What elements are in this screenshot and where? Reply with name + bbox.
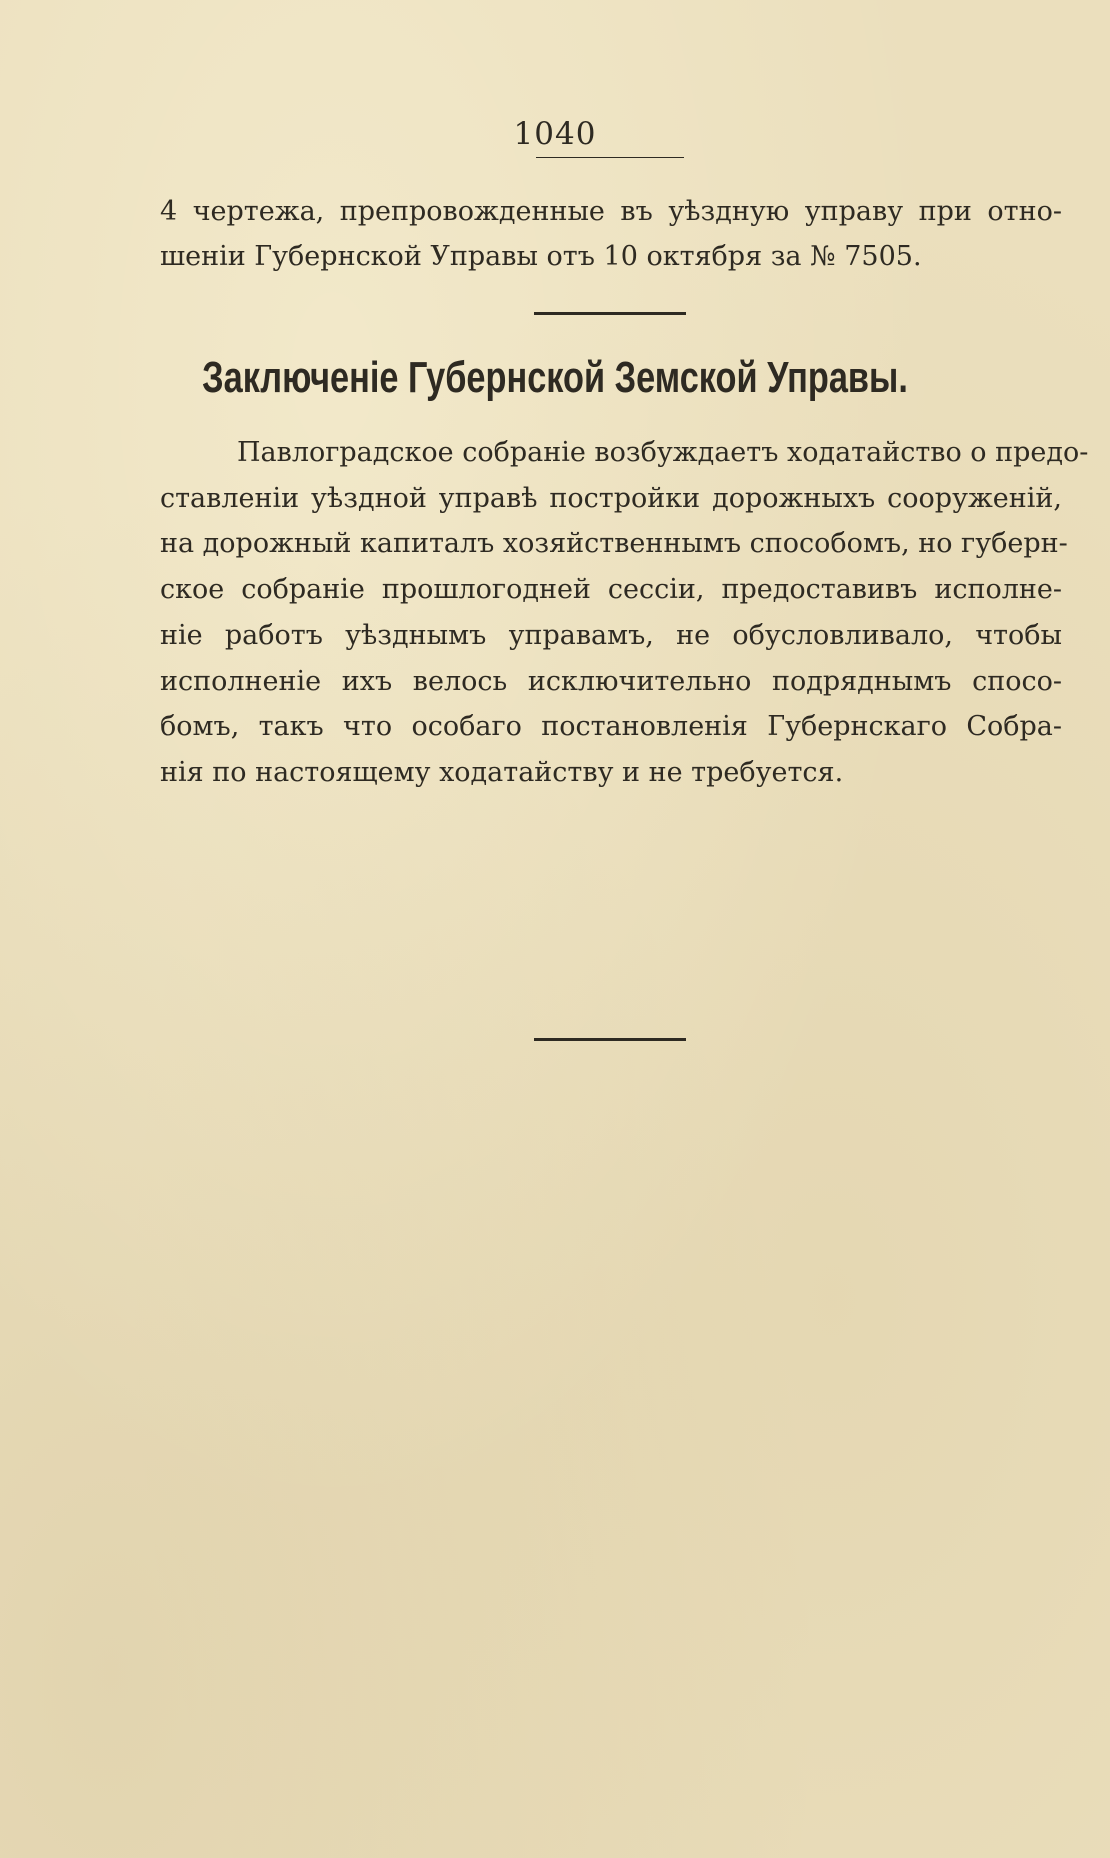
paragraph-line-6: исполненіе ихъ велось исключительно подряднымъ спосо- — [160, 666, 1062, 697]
paragraph-line-3: на дорожный капиталъ хозяйственнымъ способомъ, но губерн- — [160, 528, 1068, 559]
page-number-underline — [536, 157, 684, 158]
page-number: 1040 — [513, 116, 597, 152]
section-heading: Заключеніе Губернской Земской Управы. — [202, 353, 908, 402]
intro-line-2: шеніи Губернской Управы отъ 10 октября за № 7505. — [160, 241, 922, 272]
section-divider-top — [534, 312, 686, 315]
paragraph-line-7: бомъ, такъ что особаго постановленія Губернскаго Собра- — [160, 711, 1062, 742]
paragraph-line-8: нія по настоящему ходатайству и не требуется. — [160, 757, 844, 788]
paragraph-line-2: ставленіи уѣздной управѣ постройки дорожныхъ сооруженій, — [160, 483, 1062, 514]
section-divider-bottom — [534, 1038, 686, 1041]
intro-line-1: 4 чертежа, препровожденные въ уѣздную управу при отно- — [160, 196, 1062, 227]
paragraph-line-1: Павлоградское собраніе возбуждаетъ ходатайство о предо- — [237, 437, 1089, 468]
paragraph-line-4: ское собраніе прошлогодней сессіи, предоставивъ исполне- — [160, 574, 1062, 605]
paragraph-line-5: ніе работъ уѣзднымъ управамъ, не обусловливало, чтобы — [160, 620, 1062, 651]
